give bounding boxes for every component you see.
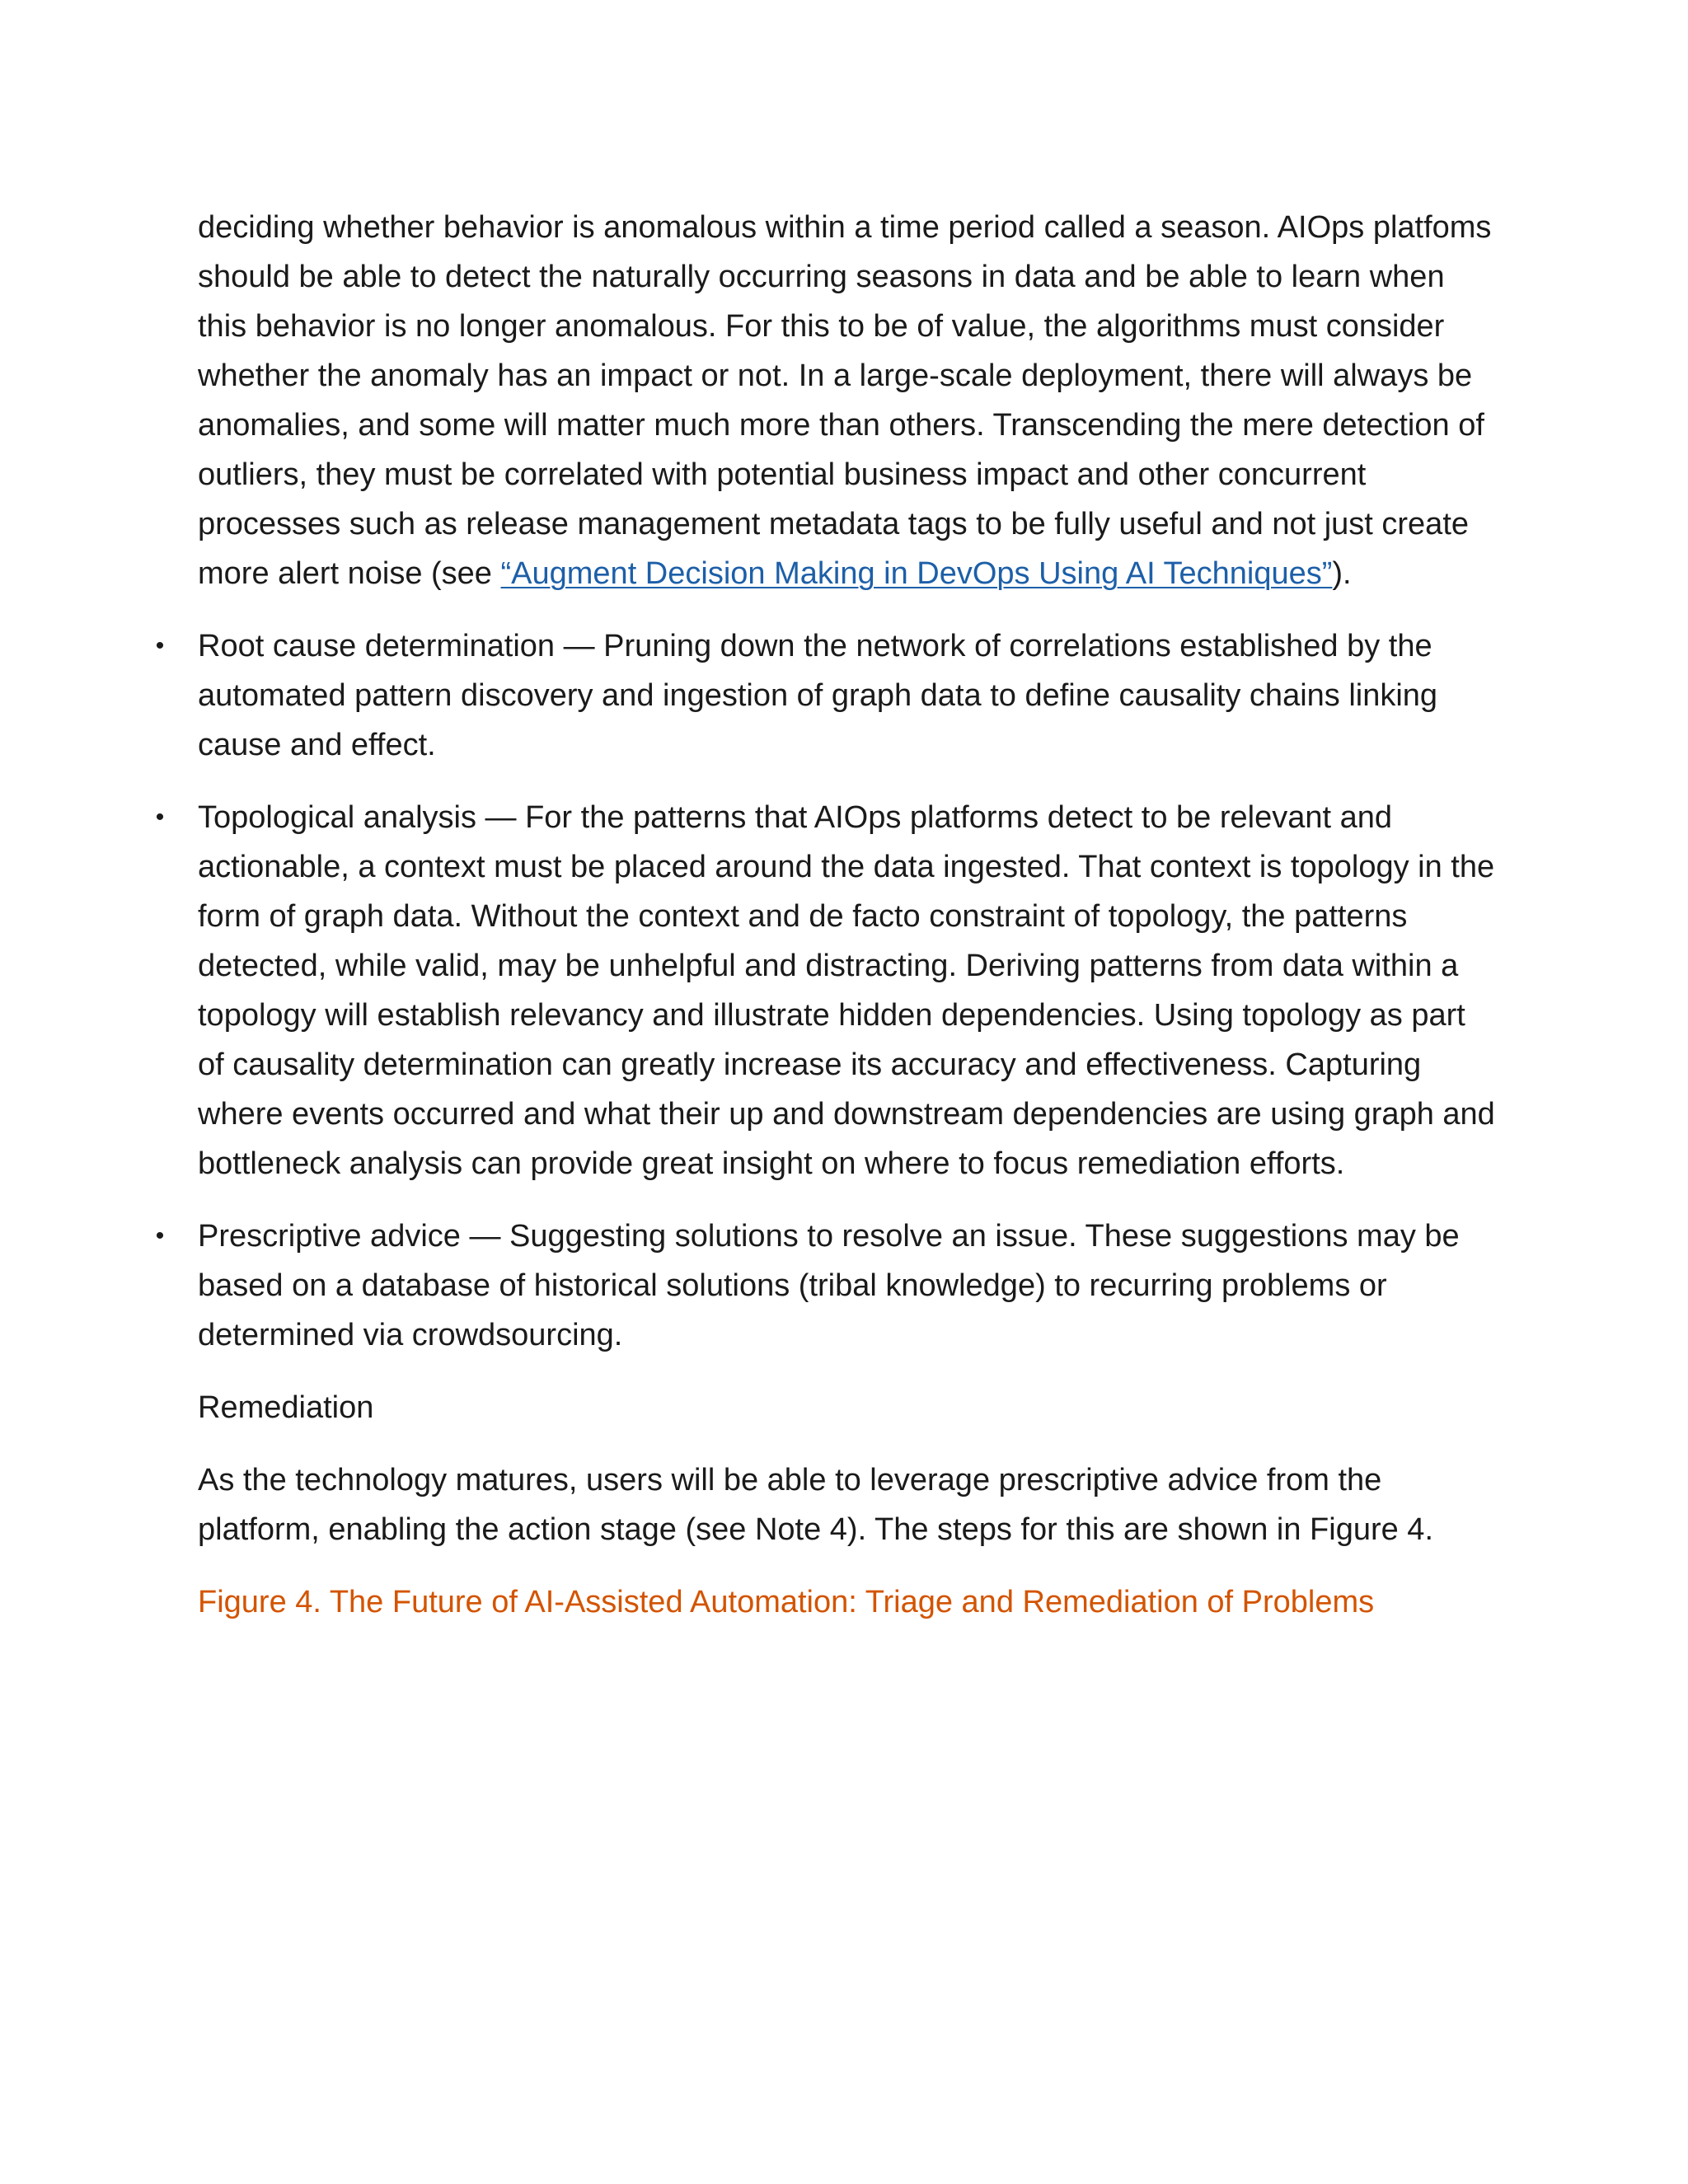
list-item-text: Prescriptive advice — Suggesting solutions to resolve an issue. These suggestions may be based on a database of historical solutions (tribal knowledge) to recurring problems or determined via crowdsourcing.: [198, 1219, 1460, 1352]
list-item-prescriptive-advice: [155, 1212, 1500, 1360]
bullet-icon: •: [155, 1222, 165, 1249]
list-item-root-cause: [155, 621, 1500, 770]
intro-text: deciding whether behavior is anomalous within a time period called a season. AIOps platfoms should be able to detect the naturally occurring seasons in data and be able to learn when this behavior is no longer anomalous. For this to be of value, the algorithms must consider whether the anomaly has an impact or not. In a large-scale deployment, there will always be anomalies, and some will matter much more than others. Transcending the mere detection of outliers, they must be correlated with potential business impact and other concurrent processes such as release management metadata tags to be fully useful and not just create more alert noise (see: [198, 210, 1492, 591]
figure-caption: Figure 4. The Future of AI-Assisted Automation: Triage and Remediation of Problems: [198, 1585, 1375, 1619]
list-item-text: Topological analysis — For the patterns that AIOps platforms detect to be relevant and actionable, a context must be placed around the data ingested. That context is topology in the form of graph data. Without the context and de facto constraint of topology, the patterns detected, while valid, may be unhelpful and distracting. Deriving patterns from data within a topology will establish relevancy and illustrate hidden dependencies. Using topology as part of causality determination can greatly increase its accuracy and effectiveness. Capturing where events occurred and what their up and downstream dependencies are using graph and bottleneck analysis can provide great insight on where to focus remediation efforts.: [198, 800, 1495, 1181]
list-item-text: Root cause determination — Pruning down the network of correlations established by the automated pattern discovery and ingestion of graph data to define causality chains linking cause and effect.: [198, 629, 1438, 762]
bullet-icon: •: [155, 632, 165, 659]
list-item-topological-analysis: [155, 793, 1500, 1188]
intro-suffix: ).: [1332, 556, 1352, 591]
bullet-list: [155, 621, 1500, 1360]
remediation-paragraph: As the technology matures, users will be able to leverage prescriptive advice from the platform, enabling the action stage (see Note 4). The steps for this are shown in Figure 4.: [198, 1463, 1433, 1547]
intro-paragraph: [198, 203, 1500, 598]
remediation-heading: Remediation: [198, 1390, 374, 1425]
augment-decision-making-link[interactable]: “Augment Decision Making in DevOps Using AI Techniques”: [500, 556, 1333, 591]
bullet-icon: •: [155, 804, 165, 831]
document-body: [155, 203, 1500, 1627]
